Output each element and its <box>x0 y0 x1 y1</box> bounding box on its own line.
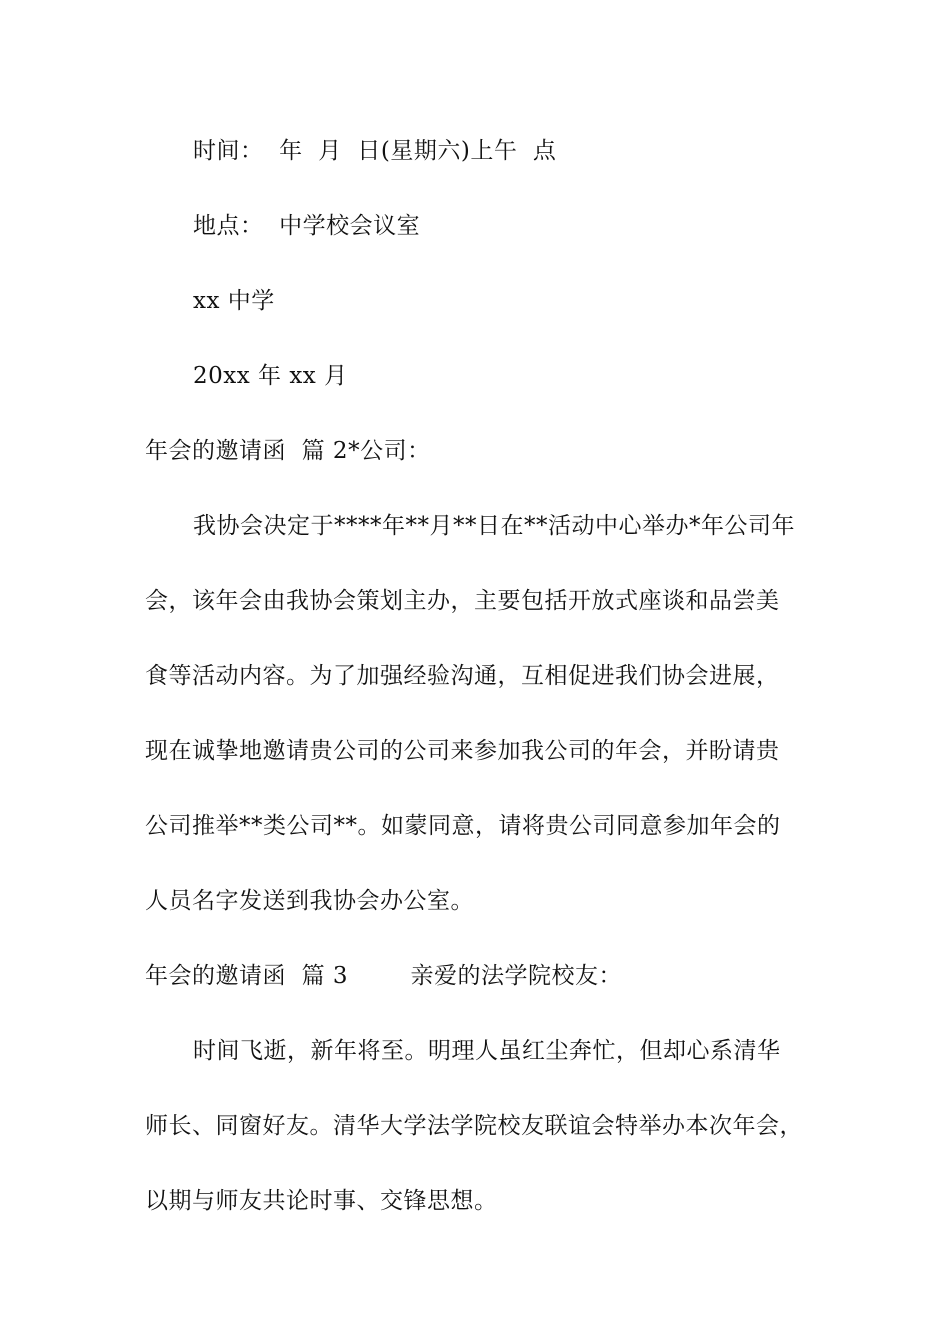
section-2-heading: 年会的邀请函 篇 2*公司： <box>145 438 431 464</box>
paragraph-line: 食等活动内容。为了加强经验沟通，互相促进我们协会进展， <box>145 663 780 689</box>
paragraph-line: 以期与师友共论时事、交锋思想。 <box>145 1188 498 1214</box>
school-signature-line: xx 中学 <box>193 288 275 314</box>
date-signature-line: 20xx 年 xx 月 <box>193 363 348 389</box>
paragraph-line: 我协会决定于****年**月**日在**活动中心举办*年公司年 <box>193 513 795 539</box>
paragraph-line: 时间飞逝，新年将至。明理人虽红尘奔忙，但却心系清华 <box>193 1038 781 1064</box>
paragraph-line: 会，该年会由我协会策划主办，主要包括开放式座谈和品尝美 <box>145 588 780 614</box>
paragraph-line: 人员名字发送到我协会办公室。 <box>145 888 474 914</box>
paragraph-line: 师长、同窗好友。清华大学法学院校友联谊会特举办本次年会， <box>145 1113 803 1139</box>
event-time-line: 时间： 年 月 日(星期六)上午 点 <box>193 138 557 164</box>
section-3-heading: 年会的邀请函 篇 3 亲爱的法学院校友： <box>145 963 623 989</box>
event-location-line: 地点： 中学校会议室 <box>193 213 421 239</box>
paragraph-line: 现在诚挚地邀请贵公司的公司来参加我公司的年会，并盼请贵 <box>145 738 780 764</box>
paragraph-line: 公司推举**类公司**。如蒙同意，请将贵公司同意参加年会的 <box>145 813 781 839</box>
